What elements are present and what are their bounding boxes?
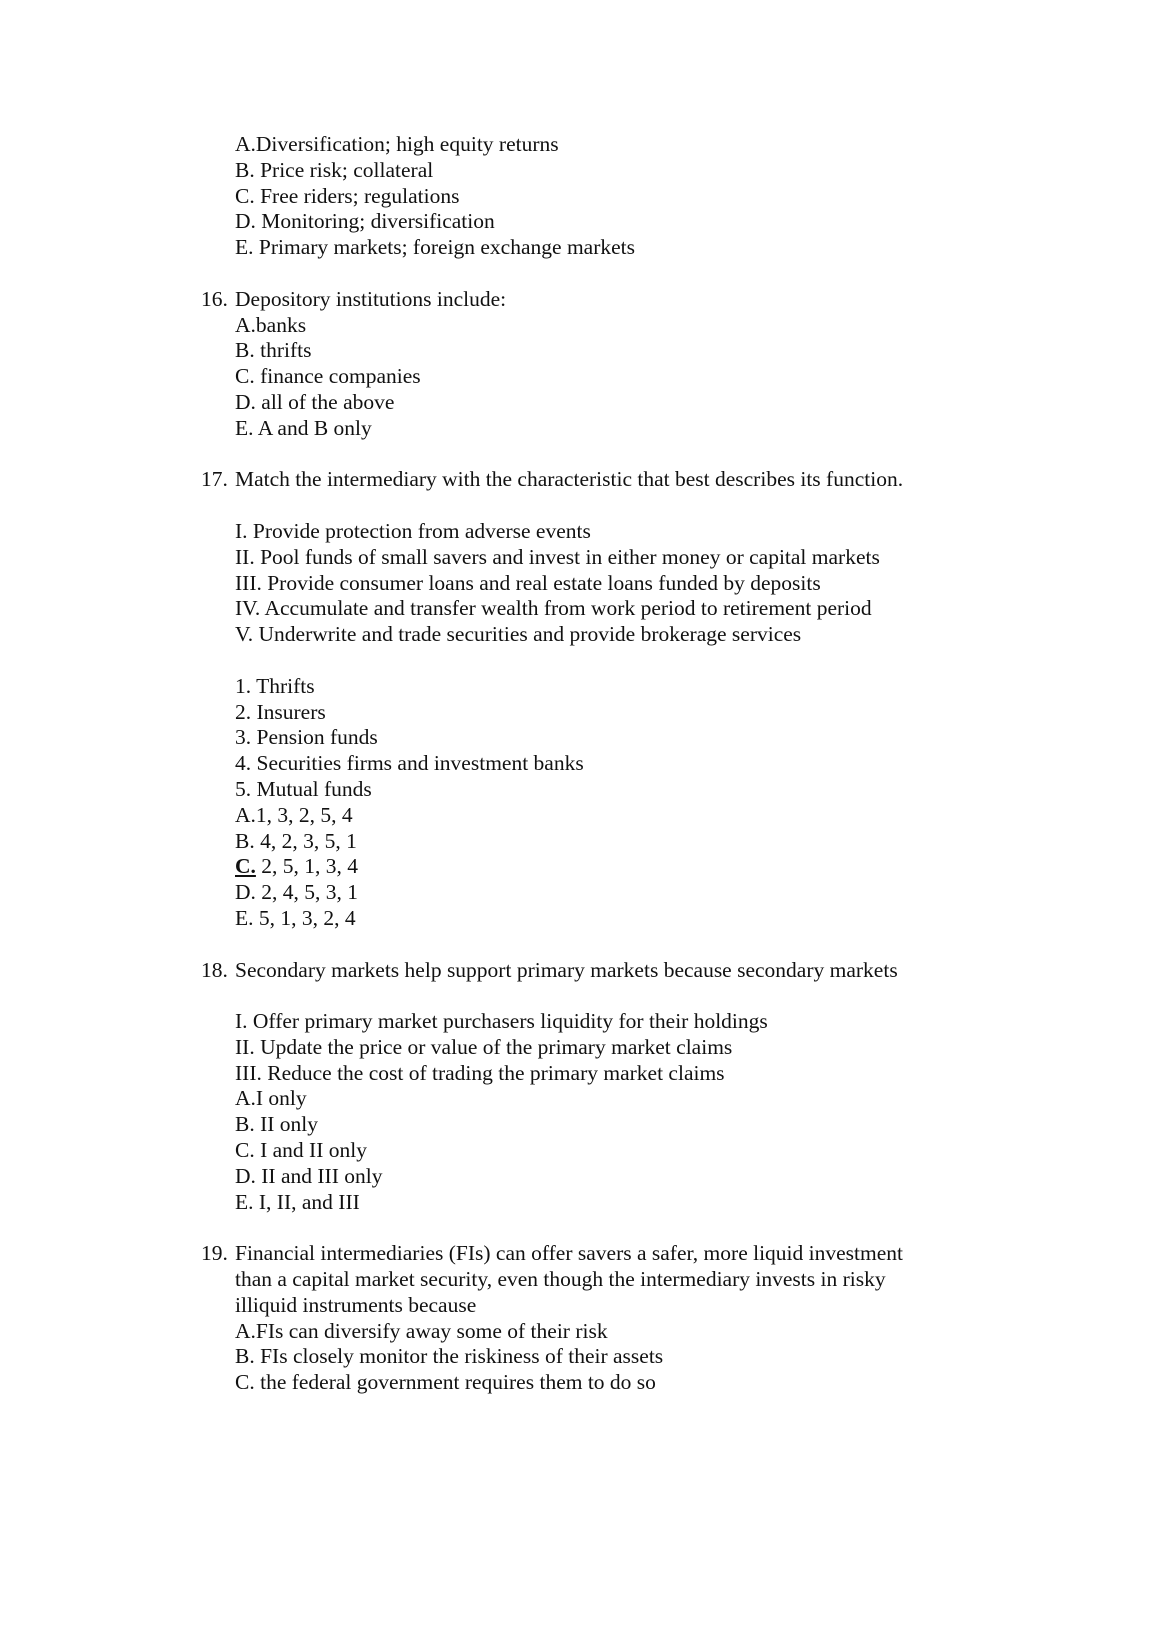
option: E. A and B only [235, 415, 372, 440]
question-prompt: Depository institutions include: [235, 286, 507, 311]
question-15-options [201, 132, 903, 261]
option: B. II only [235, 1112, 319, 1137]
characteristic: II. Pool funds of small savers and invest in either money or capital markets [235, 544, 880, 569]
statement: II. Update the price or value of the primary market claims [235, 1034, 733, 1059]
characteristic: III. Provide consumer loans and real estate loans funded by deposits [235, 570, 821, 595]
question-17 [201, 467, 903, 931]
question-number: 19. [201, 1241, 228, 1266]
option: A.1, 3, 2, 5, 4 [235, 802, 353, 827]
question-prompt: Match the intermediary with the characteristic that best describes its function. [235, 467, 904, 492]
option: C. I and II only [235, 1138, 367, 1163]
option: D. 2, 4, 5, 3, 1 [235, 880, 359, 905]
option: B. Price risk; collateral [235, 157, 434, 182]
document-page [201, 132, 903, 1422]
question-16 [201, 287, 903, 442]
intermediary: 3. Pension funds [235, 725, 378, 750]
correct-option [201, 854, 903, 880]
option: A.I only [235, 1086, 307, 1111]
option: C. Free riders; regulations [235, 183, 460, 208]
option: A.banks [235, 312, 307, 337]
option: A.FIs can diversify away some of their risk [235, 1318, 608, 1343]
intermediary: 1. Thrifts [235, 673, 315, 698]
statement: I. Offer primary market purchasers liquidity for their holdings [235, 1009, 768, 1034]
statement: III. Reduce the cost of trading the primary market claims [235, 1060, 725, 1085]
question-prompt: Financial intermediaries (FIs) can offer savers a safer, more liquid investment [235, 1241, 904, 1266]
option: C. the federal government requires them to do so [235, 1370, 656, 1395]
intermediary: 2. Insurers [235, 699, 326, 724]
intermediary: 4. Securities firms and investment banks [235, 751, 584, 776]
option: A.Diversification; high equity returns [235, 132, 559, 156]
characteristic: V. Underwrite and trade securities and provide brokerage services [235, 622, 802, 647]
correct-answer-label: C. [235, 854, 256, 879]
option: D. II and III only [235, 1163, 383, 1188]
option: B. thrifts [235, 338, 312, 363]
question-number: 16. [201, 286, 228, 311]
option: E. Primary markets; foreign exchange markets [235, 235, 635, 260]
question-prompt: Secondary markets help support primary markets because secondary markets [235, 957, 898, 982]
option: D. all of the above [235, 389, 395, 414]
question-18 [201, 958, 903, 1216]
question-19 [201, 1241, 903, 1396]
option: C. finance companies [235, 364, 421, 389]
characteristic: IV. Accumulate and transfer wealth from work period to retirement period [235, 596, 872, 621]
question-number: 17. [201, 467, 228, 492]
characteristic: I. Provide protection from adverse events [235, 518, 591, 543]
question-number: 18. [201, 957, 228, 982]
correct-answer-text: 2, 5, 1, 3, 4 [255, 854, 359, 879]
option: D. Monitoring; diversification [235, 209, 495, 234]
option: B. FIs closely monitor the riskiness of their assets [235, 1344, 664, 1369]
intermediary: 5. Mutual funds [235, 776, 372, 801]
option: B. 4, 2, 3, 5, 1 [235, 828, 357, 853]
option: E. 5, 1, 3, 2, 4 [235, 905, 356, 930]
question-prompt-cont: than a capital market security, even though the intermediary invests in risky [235, 1267, 886, 1292]
option: E. I, II, and III [235, 1189, 360, 1214]
question-prompt-cont: illiquid instruments because [235, 1292, 477, 1317]
